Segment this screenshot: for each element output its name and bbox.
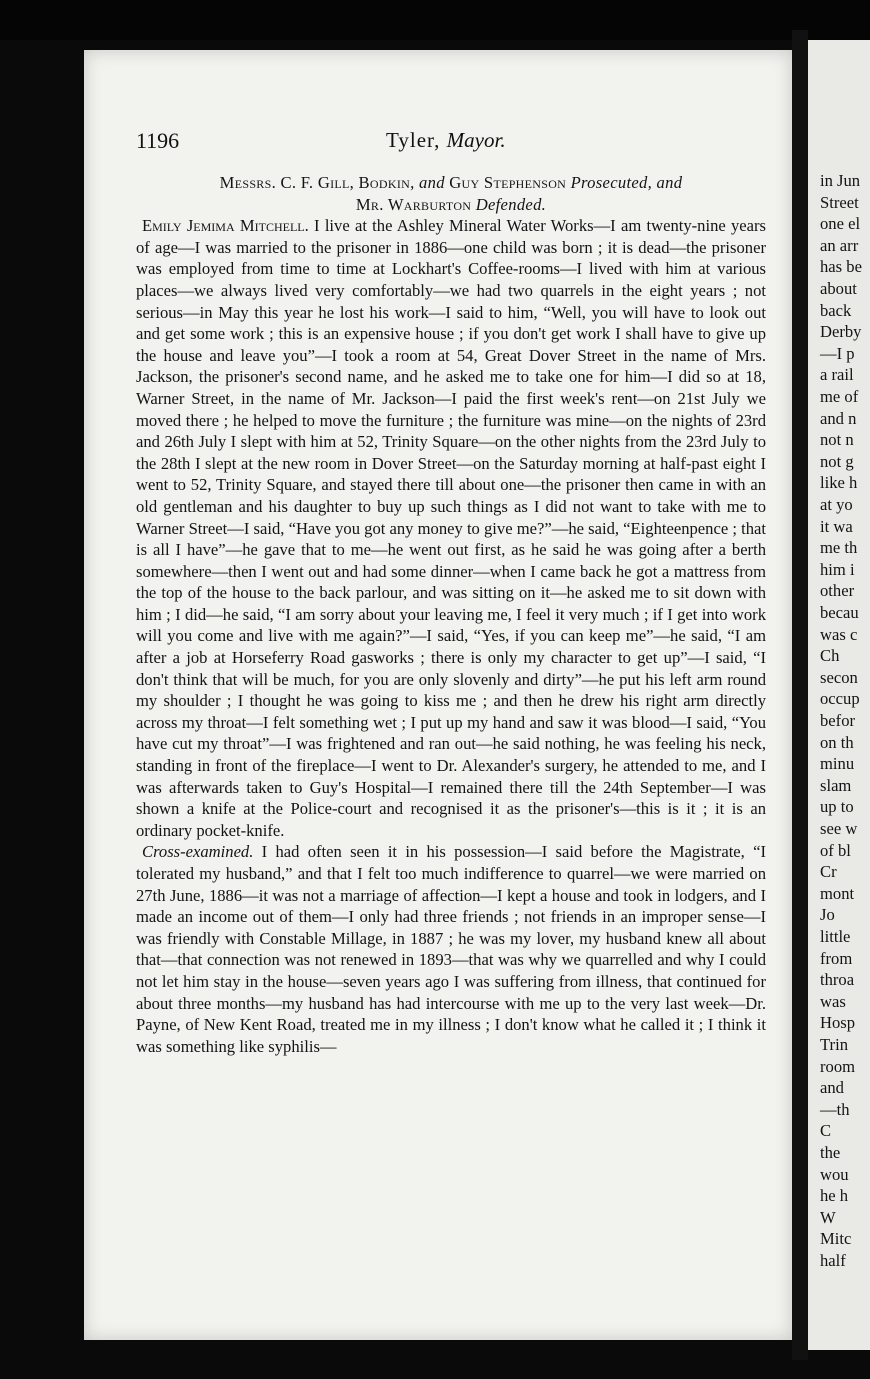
scan-top-border [0, 0, 870, 40]
right-page-line-fragment: him i [820, 559, 855, 579]
right-page-line-fragment: Derby [820, 322, 862, 342]
page-header [136, 128, 776, 154]
and-word: and [419, 173, 445, 192]
prosecution-counsel-2: Guy Stephenson [449, 173, 567, 192]
right-page-line-fragment: a rail [820, 365, 854, 385]
right-page-line-fragment: Street [820, 192, 859, 212]
right-page-line-fragment: minu [820, 754, 855, 774]
page-number: 1196 [136, 128, 180, 153]
defence-counsel: Mr. Warburton [355, 194, 472, 214]
right-page-line-fragment: Jo [820, 905, 835, 925]
counsel-line [136, 172, 766, 215]
page-body [136, 172, 766, 1057]
right-page-line-fragment: wou [820, 1164, 849, 1184]
right-page-line-fragment: —I p [820, 343, 855, 363]
title-role: Mayor. [446, 128, 506, 152]
right-page-line-fragment: about [820, 279, 857, 298]
testimony-text: I live at the Ashley Mineral Water Works—I am twenty-nine years of age—I was married to the prisoner in 1886—one child was born ; it is dead—the prisoner was employed from time to time at Lockhart's Coffee-rooms—I lived with him at various places—we always lived very comfortably—we had two quarrels in the eight years ; not serious—in May this year he lost his work—I said to him, “Well, you will have to look out and get some work ; this is an expensive house ; if you don't get work I shall have to give up the house and leave you”—I took a room at 54, Great Dover Street in the name of Mrs. Jackson, the prisoner's second name, and he asked me to take one for him—I did so at 18, Warner Street, in the name of Mr. Jackson—I paid the first week's rent—on 21st July we moved there ; he helped to move the furniture ; the furniture was mine—on the nights of 23rd and 26th July I slept with him at 52, Trinity Square—on the other nights from the 23rd July to the 28th I slept at the new room in Dover Street—on the Saturday morning at half-past eight I went to 52, Trinity Square, and stayed there till about one—the prisoner then came in with an old gentleman and his daughter to buy up such things as I did not want to take with me to Warner Street—I said, “Have you got any money to give me?”—he said, “Eighteenpence ; that is all I have”—he gave that to me—he went out first, as he said he was going after a berth somewhere—then I went out and had some dinner—when I came back he got a mattress from the top of the house to the back parlour, and was sitting on it—he asked me to sit down with him ; I did—he said, “I am sorry about your leaving me, I feel it very much ; if I get into work will you come and live with me again?”—I said, “Yes, if you can keep me”—he said, “I am after a job at Horseferry Road gasworks ; there is only my character to get up”—I said, “I don't think that will be much, for you are only slovenly and dirty”—he put his left arm round my shoulder ; I thought he was going to kiss me ; and then he drew his right arm directly across my throat—I felt something wet ; I put up my hand and saw it was blood—I said, “You have cut my throat”—I was frightened and ran out—he said nothing, he was feeling his neck, standing in front of the fireplace—I went to Dr. Alexander's surgery, he attended to me, and I was afterwards taken to Guy's Hospital—I remained there till the 24th September—I was shown a knife at the Police-court and recognised it as the prisoner's—this is it ; it is an ordinary pocket-knife. [136, 216, 767, 840]
right-page-line-fragment: see w [820, 819, 858, 838]
right-page-line-fragment: of bl [820, 840, 851, 860]
defended-label: Defended. [475, 194, 547, 214]
right-page-line-fragment: Trin [820, 1035, 848, 1054]
right-page-line-fragment: slam [820, 775, 852, 795]
right-page-line-fragment: like h [820, 473, 858, 493]
right-page-line-fragment: he h [820, 1186, 849, 1206]
right-page-edge [808, 40, 870, 1350]
book-spine [792, 30, 808, 1360]
cross-examination-text: I had often seen it in his possession—I said before the Magistrate, “I tolerated my husband,” and that I felt too much indifference to quarrel—we were married on 27th June, 1886—it was not a marriage of affection—I kept a house and took in lodgers, and I made an income out of them—I only had three friends ; not friends in an improper sense—I was friendly with Constable Millage, in 1887 ; he was my lover, my husband knew all about that—that connection was not renewed in 1893—that was why we quarrelled and why I could not let him stay in the house—seven years ago I was suffering from illness, that continued for about three months—my husband has had intercourse with me up to the very last week—Dr. Payne, of New Kent Road, treated me in my illness ; I don't know what he called it ; I think it was something like syphilis— [136, 842, 766, 1056]
right-page-line-fragment: not n [820, 430, 854, 450]
right-page-line-fragment: —th [820, 1099, 850, 1119]
right-page-line-fragment: becau [820, 603, 859, 622]
right-page-line-fragment: occup [820, 689, 860, 709]
right-page-line-fragment: Mitc [820, 1229, 852, 1249]
right-page-line-fragment: at yo [820, 495, 853, 514]
right-page-line-fragment: secon [820, 667, 858, 687]
right-page-line-fragment: the [820, 1143, 841, 1162]
right-page-line-fragment: me th [820, 538, 858, 558]
right-page-line-fragment: up to [820, 797, 854, 817]
and-word-2: and [656, 173, 683, 192]
running-title [386, 128, 686, 153]
right-page-line-fragment: befor [820, 711, 856, 730]
right-page-line-fragment: was [820, 991, 846, 1011]
right-page-line-fragment: C [820, 1121, 832, 1141]
prosecution-counsel: Messrs. C. F. Gill, Bodkin, [219, 173, 415, 192]
right-page-line-fragment: half [820, 1251, 846, 1270]
right-page-line-fragment: it wa [820, 516, 853, 536]
witness-name: Emily Jemima Mitchell. [142, 216, 309, 236]
right-page-line-fragment: one el [820, 214, 861, 234]
right-page-line-fragment: and n [820, 408, 857, 428]
right-page-line-fragment: W [820, 1207, 836, 1227]
right-page-line-fragment: Ch [820, 646, 840, 666]
right-page-line-fragment: back [820, 300, 852, 320]
right-page-line-fragment: an arr [820, 235, 859, 255]
right-page-line-fragment: me of [820, 387, 859, 406]
right-page-line-fragment: Hosp [820, 1013, 856, 1033]
right-page-line-fragment: on th [820, 732, 854, 752]
right-page-line-fragment: in Jun [820, 171, 861, 190]
cross-examination-paragraph [136, 841, 766, 1057]
right-page-line-fragment: Cr [820, 862, 837, 882]
right-page-line-fragment: was c [820, 624, 858, 644]
right-page-line-fragment: from [820, 948, 853, 968]
cross-examined-label: Cross-examined. [142, 842, 254, 862]
right-page-line-fragment: other [820, 581, 855, 601]
right-page-line-fragment: mont [820, 883, 855, 903]
testimony-paragraph [136, 215, 766, 841]
right-page-line-fragment: throa [820, 970, 855, 990]
right-page-line-fragment: little [820, 927, 851, 946]
right-page-line-fragment: room [820, 1056, 856, 1076]
title-name: Tyler, [386, 128, 441, 152]
prosecuted-label: Prosecuted, [570, 173, 653, 192]
right-page-line-fragment: has be [820, 257, 862, 277]
right-page-line-fragment: not g [820, 451, 854, 471]
right-page-line-fragment: and [820, 1078, 844, 1098]
